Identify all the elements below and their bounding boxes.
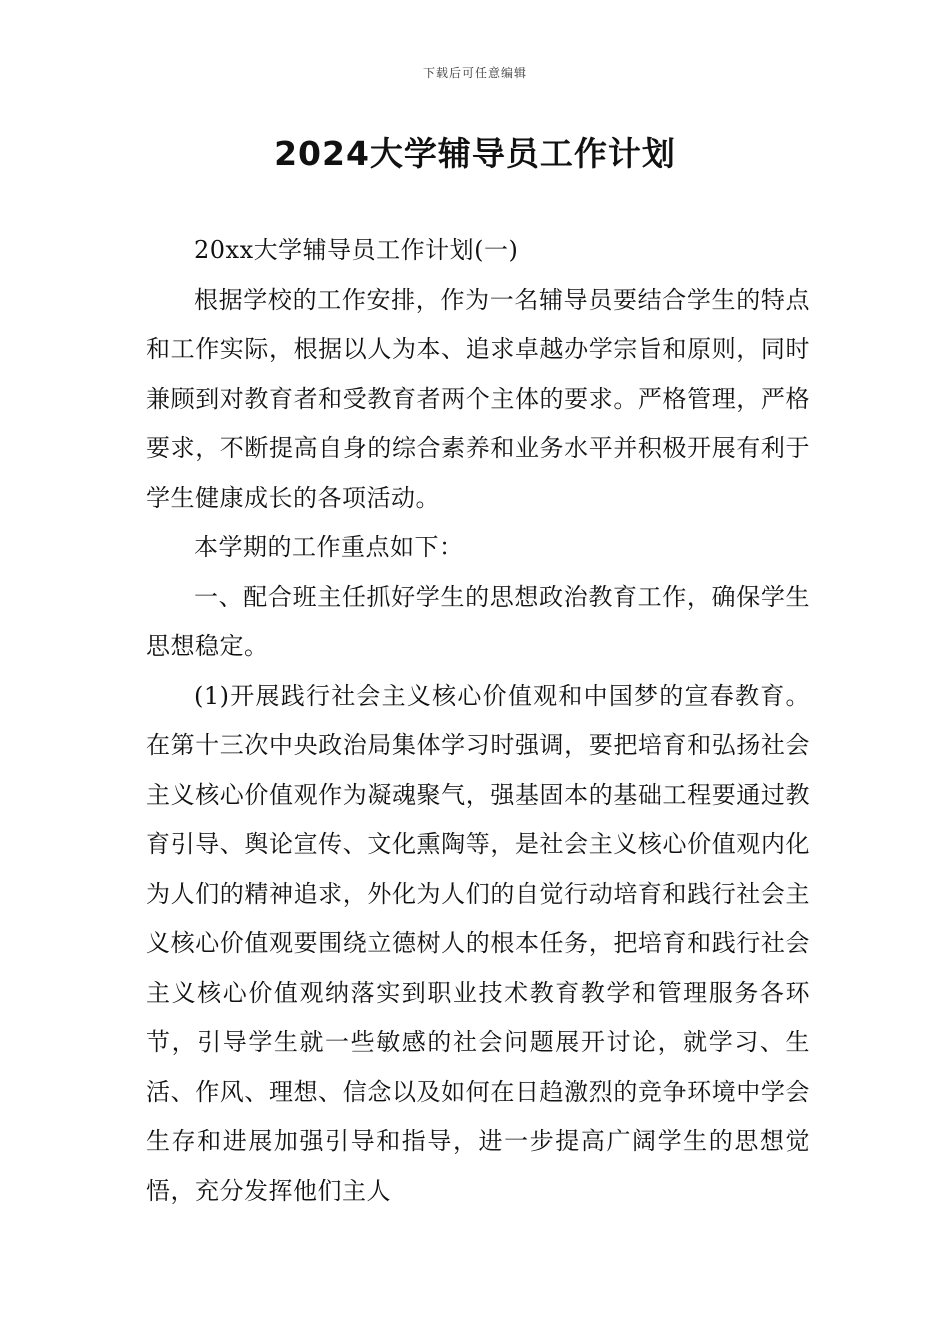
paragraph-subtitle: 20xx大学辅导员工作计划(一)	[194, 236, 519, 264]
document-body	[146, 226, 810, 1216]
paragraph-intro: 根据学校的工作安排，作为一名辅导员要结合学生的特点和工作实际，根据以人为本、追求卓越办学宗旨和原则，同时兼顾到对教育者和受教育者两个主体的要求。严格管理，严格要求，不断提高自身的综合素养和业务水平并积极开展有利于学生健康成长的各项活动。	[146, 285, 810, 512]
header-note: 下载后可任意编辑	[422, 66, 527, 80]
document-title: 2024大学辅导员工作计划	[274, 134, 676, 173]
paragraph-focus-heading: 本学期的工作重点如下：	[194, 533, 464, 561]
paragraph-section-one: 一、配合班主任抓好学生的思想政治教育工作，确保学生思想稳定。	[146, 582, 810, 660]
paragraph-item-one: (1)开展践行社会主义核心价值观和中国梦的宣春教育。在第十三次中央政治局集体学习时强调，要把培育和弘扬社会主义核心价值观作为凝魂聚气，强基固本的基础工程要通过教育引导、舆论宣传、文化熏陶等，是社会主义核心价值观内化为人们的精神追求，外化为人们的自觉行动培育和践行社会主义核心价值观要围绕立德树人的根本任务，把培育和践行社会主义核心价值观纳落实到职业技术教育教学和管理服务各环节，引导学生就一些敏感的社会问题展开讨论，就学习、生活、作风、理想、信念以及如何在日趋激烈的竞争环境中学会生存和进展加强引导和指导，进一步提高广阔学生的思想觉悟，充分发挥他们主人	[146, 681, 810, 1205]
